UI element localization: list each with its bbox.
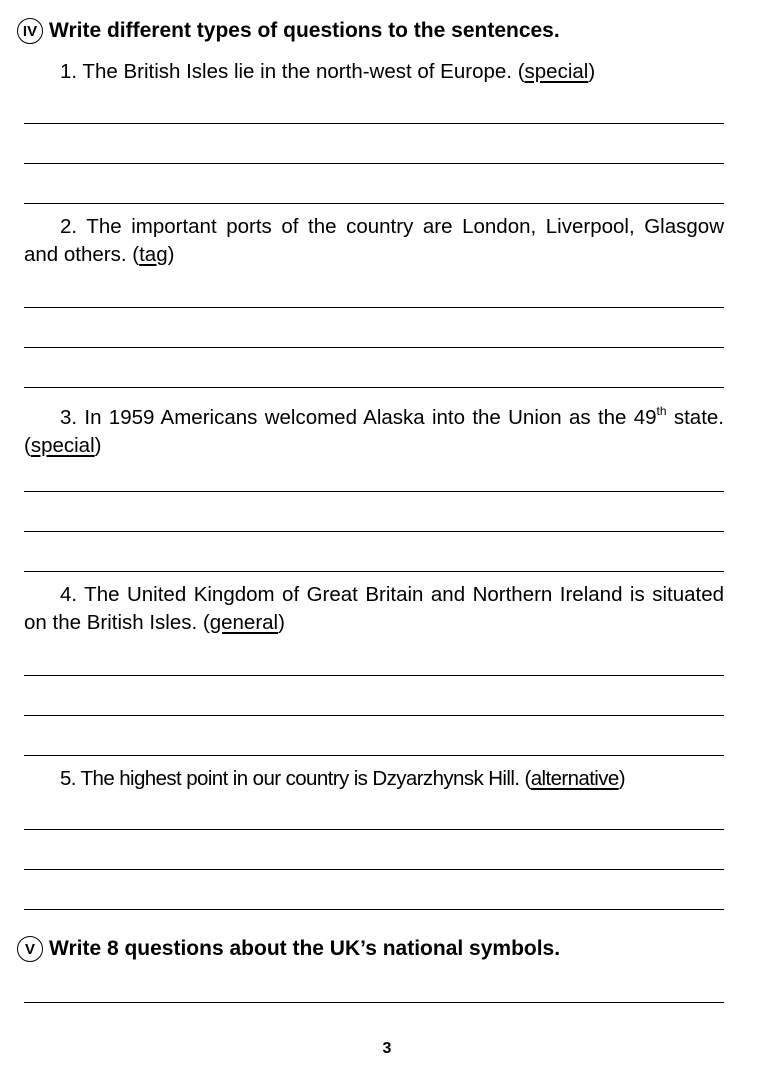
question-2-type: tag [139,243,168,266]
answer-line[interactable] [24,715,724,716]
answer-line[interactable] [24,829,724,830]
answer-line[interactable] [24,123,724,124]
question-3: 3. In 1959 Americans welcomed Alaska into the Union as the 49th state. (special) [24,404,724,457]
section-5-number-badge: V [17,936,43,962]
question-1: 1. The British Isles lie in the north-west of Europe. (special) [60,60,596,83]
answer-line[interactable] [24,909,724,910]
answer-line[interactable] [24,163,724,164]
question-3-superscript: th [656,404,667,418]
question-4: 4. The United Kingdom of Great Britain and Northern Ireland is situated on the British Isles. (general) [24,583,724,634]
section-5-title: Write 8 questions about the UK’s national symbols. [49,937,561,960]
answer-line[interactable] [24,869,724,870]
question-4-text: 4. The United Kingdom of Great Britain and Northern Ireland is situated on the British Isles. [24,583,724,634]
section-4-title: Write different types of questions to the sentences. [49,19,560,42]
section-4-number-badge: IV [17,18,43,44]
question-1-type: special [524,60,589,83]
answer-line[interactable] [24,675,724,676]
answer-line[interactable] [24,491,724,492]
question-2: 2. The important ports of the country are London, Liverpool, Glasgow and others. (tag) [24,215,724,266]
answer-line[interactable] [24,531,724,532]
answer-line[interactable] [24,307,724,308]
answer-line[interactable] [24,755,724,756]
question-3-text: 3. In 1959 Americans welcomed Alaska into the Union as the 49 [60,406,657,429]
answer-line[interactable] [24,571,724,572]
answer-line[interactable] [24,203,724,204]
question-4-type: general [209,611,279,634]
question-3-type: special [30,434,95,457]
answer-line[interactable] [24,1002,724,1003]
section-4-header [17,18,560,44]
answer-line[interactable] [24,387,724,388]
question-5-text: 5. The highest point in our country is Dzyarzhynsk Hill. [60,767,525,790]
answer-line[interactable] [24,347,724,348]
page-number: 3 [382,1040,392,1057]
section-5-header [17,936,560,962]
question-2-text: 2. The important ports of the country are London, Liverpool, Glasgow and others. [24,215,724,266]
question-5: 5. The highest point in our country is Dzyarzhynsk Hill. (alternative) [60,767,625,790]
question-1-text: 1. The British Isles lie in the north-west of Europe. [60,60,518,83]
question-5-type: alternative [530,767,619,790]
